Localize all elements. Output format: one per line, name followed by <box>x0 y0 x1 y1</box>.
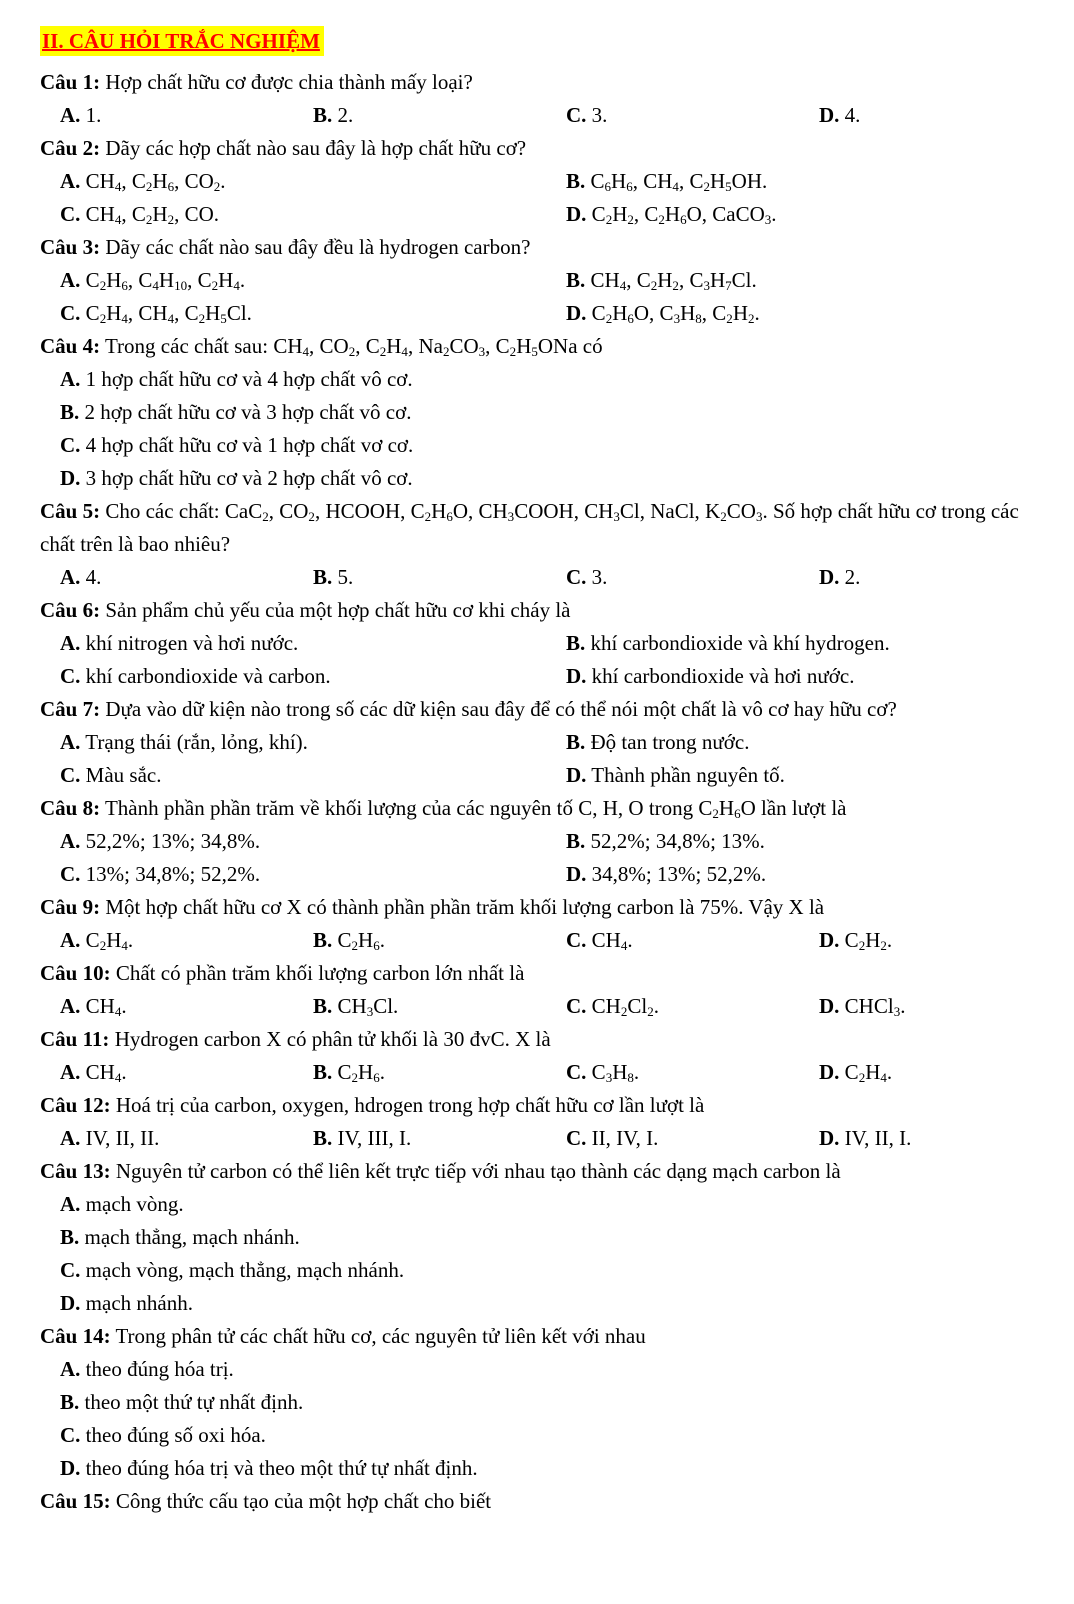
question-number: Câu 10: <box>40 961 111 985</box>
option-letter: C. <box>60 301 81 325</box>
option-d <box>60 1452 478 1485</box>
question-body: Trong phân tử các chất hữu cơ, các nguyên tử liên kết với nhau <box>115 1324 646 1348</box>
question-body: Hydrogen carbon X có phân tử khối là 30 đvC. X là <box>114 1027 551 1051</box>
option-letter: B. <box>60 1225 80 1249</box>
option-text: 2. <box>337 103 354 127</box>
option-b <box>313 924 385 957</box>
option-letter: D. <box>566 763 587 787</box>
question-text <box>40 594 1036 627</box>
question-text <box>40 957 1036 990</box>
option-c <box>566 924 633 957</box>
option-letter: A. <box>60 1060 81 1084</box>
options-row <box>40 1452 1036 1485</box>
option-text: $C_2H_6$. <box>337 1060 385 1085</box>
option-a <box>60 1353 234 1386</box>
option-a <box>60 825 260 858</box>
option-text: 4. <box>844 103 861 127</box>
options-row <box>40 1287 1036 1320</box>
option-d <box>819 99 860 132</box>
option-text: 34,8%; 13%; 52,2%. <box>591 862 767 886</box>
question-number: Câu 9: <box>40 895 101 919</box>
option-text: Màu sắc. <box>85 763 162 787</box>
option-b <box>313 99 353 132</box>
option-letter: C. <box>566 994 587 1018</box>
option-letter: B. <box>313 103 333 127</box>
option-letter: B. <box>313 928 333 952</box>
option-letter: B. <box>566 169 586 193</box>
option-c <box>60 759 161 792</box>
options-row <box>40 429 1036 462</box>
question-number: Câu 6: <box>40 598 101 622</box>
option-text: 13%; 34,8%; 52,2%. <box>85 862 261 886</box>
option-a <box>60 99 101 132</box>
option-text: 5. <box>337 565 354 589</box>
question-text <box>40 330 1036 363</box>
question-15 <box>40 1485 1036 1518</box>
option-letter: D. <box>819 103 840 127</box>
option-a <box>60 1188 184 1221</box>
option-d <box>819 990 905 1023</box>
question-body: Dựa vào dữ kiện nào trong số các dữ kiện sau đây để có thể nói một chất là vô cơ hay hữu cơ? <box>105 697 897 721</box>
question-number: Câu 13: <box>40 1159 111 1183</box>
option-c <box>566 99 607 132</box>
option-text: mạch thẳng, mạch nhánh. <box>84 1225 300 1249</box>
question-text <box>40 693 1036 726</box>
option-letter: A. <box>60 169 81 193</box>
option-text: 4 hợp chất hữu cơ và 1 hợp chất vơ cơ. <box>85 433 414 457</box>
option-text: khí carbondioxide và hơi nước. <box>591 664 855 688</box>
option-letter: B. <box>313 1126 333 1150</box>
option-a <box>60 990 127 1023</box>
option-text: $CH_4$. <box>591 928 633 953</box>
options-row <box>40 825 1036 858</box>
options-row <box>40 990 1036 1023</box>
option-letter: B. <box>566 268 586 292</box>
question-text <box>40 891 1036 924</box>
question-10 <box>40 957 1036 1023</box>
option-a <box>60 1056 127 1089</box>
question-1 <box>40 66 1036 132</box>
option-d <box>566 198 777 231</box>
question-text <box>40 495 1036 561</box>
question-number: Câu 14: <box>40 1324 111 1348</box>
question-body: Dãy các hợp chất nào sau đây là hợp chất hữu cơ? <box>105 136 527 160</box>
options-row <box>40 1188 1036 1221</box>
options-row <box>40 396 1036 429</box>
option-letter: D. <box>60 466 81 490</box>
question-text <box>40 1023 1036 1056</box>
option-text: $C_2H_2$. <box>844 928 893 953</box>
option-letter: D. <box>819 994 840 1018</box>
question-number: Câu 15: <box>40 1489 111 1513</box>
option-a <box>60 726 308 759</box>
question-text <box>40 1485 1036 1518</box>
question-4 <box>40 330 1036 495</box>
question-6 <box>40 594 1036 693</box>
option-d <box>566 297 760 330</box>
options-row <box>40 1221 1036 1254</box>
option-b <box>60 1221 300 1254</box>
option-letter: D. <box>819 565 840 589</box>
options-row <box>40 759 1036 792</box>
question-number: Câu 3: <box>40 235 101 259</box>
option-letter: C. <box>566 1126 587 1150</box>
question-text <box>40 792 1036 825</box>
option-a <box>60 561 101 594</box>
option-text: 1. <box>85 103 102 127</box>
options-row <box>40 99 1036 132</box>
option-letter: A. <box>60 730 81 754</box>
option-text: theo đúng hóa trị. <box>85 1357 234 1381</box>
option-c <box>566 990 659 1023</box>
question-8 <box>40 792 1036 891</box>
option-d <box>819 1056 892 1089</box>
option-letter: A. <box>60 367 81 391</box>
option-text: khí carbondioxide và khí hydrogen. <box>590 631 890 655</box>
option-letter: C. <box>60 664 81 688</box>
option-text: $C_2H_6$, $C_4H_{10}$, $C_2H_4$. <box>85 268 246 293</box>
question-text <box>40 1089 1036 1122</box>
option-c <box>60 858 260 891</box>
question-list <box>40 66 1036 1518</box>
option-text: $C_6H_6$, $CH_4$, $C_2H_5OH$. <box>590 169 768 194</box>
option-text: 2 hợp chất hữu cơ và 3 hợp chất vô cơ. <box>84 400 412 424</box>
question-body: Nguyên tử carbon có thể liên kết trực tiếp với nhau tạo thành các dạng mạch carbon là <box>115 1159 841 1183</box>
option-letter: A. <box>60 103 81 127</box>
option-text: 52,2%; 13%; 34,8%. <box>85 829 261 853</box>
option-b <box>566 627 890 660</box>
option-text: 3 hợp chất hữu cơ và 2 hợp chất vô cơ. <box>85 466 413 490</box>
option-text: $CH_4$. <box>85 994 127 1019</box>
option-text: 1 hợp chất hữu cơ và 4 hợp chất vô cơ. <box>85 367 413 391</box>
question-5 <box>40 495 1036 594</box>
option-b <box>60 1386 303 1419</box>
option-d <box>566 660 854 693</box>
question-number: Câu 2: <box>40 136 101 160</box>
option-letter: C. <box>60 763 81 787</box>
option-a <box>60 165 226 198</box>
option-letter: B. <box>313 994 333 1018</box>
option-text: mạch vòng, mạch thẳng, mạch nhánh. <box>85 1258 405 1282</box>
option-letter: A. <box>60 1357 81 1381</box>
option-b <box>60 396 411 429</box>
option-text: 3. <box>591 565 608 589</box>
option-letter: D. <box>566 202 587 226</box>
option-text: $C_2H_2$, $C_2H_6O$, CaCO$_3$. <box>591 202 777 227</box>
option-b <box>566 726 749 759</box>
option-letter: C. <box>566 565 587 589</box>
option-letter: C. <box>60 862 81 886</box>
option-letter: A. <box>60 829 81 853</box>
question-number: Câu 11: <box>40 1027 110 1051</box>
question-number: Câu 8: <box>40 796 101 820</box>
question-2 <box>40 132 1036 231</box>
option-letter: D. <box>566 862 587 886</box>
option-b <box>566 825 765 858</box>
option-letter: D. <box>819 1060 840 1084</box>
option-letter: A. <box>60 631 81 655</box>
question-body: Trong các chất sau: $CH_4$, $CO_2$, $C_2H_4$, $Na_2CO_3$, $C_2H_5ONa$ có <box>104 334 603 359</box>
option-letter: C. <box>60 1423 81 1447</box>
option-text: theo đúng số oxi hóa. <box>85 1423 266 1447</box>
options-row <box>40 297 1036 330</box>
option-text: $CH_4$, $C_2H_2$, CO. <box>85 202 220 227</box>
option-letter: C. <box>60 202 81 226</box>
options-row <box>40 1353 1036 1386</box>
question-body: Chất có phần trăm khối lượng carbon lớn nhất là <box>115 961 525 985</box>
options-row <box>40 924 1036 957</box>
question-number: Câu 4: <box>40 334 101 358</box>
option-text: IV, III, I. <box>337 1126 412 1150</box>
question-body: Hợp chất hữu cơ được chia thành mấy loại? <box>105 70 473 94</box>
option-text: 4. <box>85 565 102 589</box>
question-body: Thành phần phần trăm về khối lượng của các nguyên tố C, H, O trong $C_2H_6O$ lần lượt là <box>104 796 847 821</box>
question-text <box>40 1155 1036 1188</box>
option-letter: C. <box>566 1060 587 1084</box>
option-letter: B. <box>313 1060 333 1084</box>
options-row <box>40 165 1036 198</box>
option-text: Thành phần nguyên tố. <box>591 763 785 787</box>
options-row <box>40 198 1036 231</box>
options-row <box>40 1122 1036 1155</box>
option-letter: B. <box>566 829 586 853</box>
option-c <box>60 1419 266 1452</box>
option-text: 52,2%; 34,8%; 13%. <box>590 829 765 853</box>
option-b <box>566 264 757 297</box>
question-7 <box>40 693 1036 792</box>
option-letter: B. <box>566 631 586 655</box>
question-body: Công thức cấu tạo của một hợp chất cho biết <box>115 1489 492 1513</box>
option-letter: D. <box>819 928 840 952</box>
question-body: Dãy các chất nào sau đây đều là hydrogen carbon? <box>105 235 531 259</box>
option-text: 2. <box>844 565 861 589</box>
option-letter: B. <box>60 1390 80 1414</box>
options-row <box>40 627 1036 660</box>
option-b <box>313 1056 385 1089</box>
option-text: $C_2H_4$. <box>85 928 134 953</box>
option-b <box>313 990 398 1023</box>
question-number: Câu 5: <box>40 499 101 523</box>
option-text: $CH_3Cl$. <box>337 994 399 1019</box>
question-9 <box>40 891 1036 957</box>
options-row <box>40 660 1036 693</box>
options-row <box>40 264 1036 297</box>
option-c <box>566 561 607 594</box>
options-row <box>40 1056 1036 1089</box>
option-letter: B. <box>313 565 333 589</box>
option-c <box>60 297 252 330</box>
option-text: theo đúng hóa trị và theo một thứ tự nhất định. <box>85 1456 478 1480</box>
option-c <box>566 1122 658 1155</box>
option-text: Độ tan trong nước. <box>590 730 750 754</box>
question-body: Sản phẩm chủ yếu của một hợp chất hữu cơ khi cháy là <box>105 598 571 622</box>
option-a <box>60 1122 159 1155</box>
option-c <box>60 198 219 231</box>
question-12 <box>40 1089 1036 1155</box>
question-text <box>40 231 1036 264</box>
options-row <box>40 462 1036 495</box>
option-text: Trạng thái (rắn, lỏng, khí). <box>85 730 308 754</box>
option-c <box>566 1056 639 1089</box>
option-letter: A. <box>60 928 81 952</box>
options-row <box>40 858 1036 891</box>
option-text: $C_3H_8$. <box>591 1060 640 1085</box>
option-text: khí nitrogen và hơi nước. <box>85 631 299 655</box>
option-letter: C. <box>566 928 587 952</box>
question-text <box>40 66 1036 99</box>
option-text: CHCl$_3$. <box>844 994 906 1019</box>
option-b <box>313 1122 411 1155</box>
option-letter: C. <box>566 103 587 127</box>
option-letter: B. <box>566 730 586 754</box>
option-text: $C_2H_6O$, $C_3H_8$, $C_2H_2$. <box>591 301 760 326</box>
options-row <box>40 1254 1036 1287</box>
option-a <box>60 627 298 660</box>
option-d <box>566 759 785 792</box>
option-b <box>313 561 353 594</box>
option-letter: B. <box>60 400 80 424</box>
options-row <box>40 1419 1036 1452</box>
option-text: $C_2H_4$. <box>844 1060 893 1085</box>
option-text: theo một thứ tự nhất định. <box>84 1390 304 1414</box>
option-a <box>60 264 245 297</box>
option-text: $CH_4$. <box>85 1060 127 1085</box>
option-text: mạch nhánh. <box>85 1291 193 1315</box>
question-body: Hoá trị của carbon, oxygen, hdrogen trong hợp chất hữu cơ lần lượt là <box>115 1093 705 1117</box>
question-number: Câu 7: <box>40 697 101 721</box>
option-text: IV, II, I. <box>844 1126 912 1150</box>
option-letter: C. <box>60 1258 81 1282</box>
option-text: $CH_2Cl_2$. <box>591 994 659 1019</box>
question-text <box>40 1320 1036 1353</box>
option-letter: D. <box>566 664 587 688</box>
option-text: $C_2H_4$, $CH_4$, $C_2H_5Cl$. <box>85 301 252 326</box>
section-title: II. CÂU HỎI TRẮC NGHIỆM <box>40 26 324 56</box>
option-text: $C_2H_6$. <box>337 928 385 953</box>
question-number: Câu 1: <box>40 70 101 94</box>
option-letter: A. <box>60 994 81 1018</box>
option-d <box>819 561 860 594</box>
option-b <box>566 165 767 198</box>
option-letter: A. <box>60 565 81 589</box>
question-body: Cho các chất: CaC$_2$, $CO_2$, HCOOH, $C_2H_6O$, $CH_3COOH$, $CH_3Cl$, NaCl, $K_2CO_3$. Số hợp chất hữu cơ trong các chất trên là bao nhiêu? <box>40 499 1019 556</box>
option-d <box>60 462 413 495</box>
options-row <box>40 726 1036 759</box>
option-c <box>60 429 413 462</box>
section-heading <box>40 25 1036 58</box>
option-letter: D. <box>60 1456 81 1480</box>
question-13 <box>40 1155 1036 1320</box>
options-row <box>40 561 1036 594</box>
option-c <box>60 660 331 693</box>
options-row <box>40 363 1036 396</box>
question-body: Một hợp chất hữu cơ X có thành phần phần trăm khối lượng carbon là 75%. Vậy X là <box>105 895 825 919</box>
question-14 <box>40 1320 1036 1485</box>
option-text: khí carbondioxide và carbon. <box>85 664 331 688</box>
option-letter: A. <box>60 268 81 292</box>
option-text: 3. <box>591 103 608 127</box>
option-text: IV, II, II. <box>85 1126 160 1150</box>
question-text <box>40 132 1036 165</box>
option-letter: A. <box>60 1126 81 1150</box>
question-11 <box>40 1023 1036 1089</box>
option-d <box>60 1287 193 1320</box>
question-number: Câu 12: <box>40 1093 111 1117</box>
option-letter: D. <box>60 1291 81 1315</box>
option-text: $CH_4$, $C_2H_2$, $C_3H_7Cl$. <box>590 268 757 293</box>
options-row <box>40 1386 1036 1419</box>
option-d <box>819 1122 911 1155</box>
question-3 <box>40 231 1036 330</box>
option-a <box>60 924 133 957</box>
option-c <box>60 1254 404 1287</box>
option-d <box>819 924 892 957</box>
option-a <box>60 363 413 396</box>
option-letter: C. <box>60 433 81 457</box>
option-d <box>566 858 766 891</box>
option-text: mạch vòng. <box>85 1192 184 1216</box>
option-letter: A. <box>60 1192 81 1216</box>
option-text: $CH_4$, $C_2H_6$, $CO_2$. <box>85 169 226 194</box>
option-letter: D. <box>819 1126 840 1150</box>
option-text: II, IV, I. <box>591 1126 659 1150</box>
option-letter: D. <box>566 301 587 325</box>
